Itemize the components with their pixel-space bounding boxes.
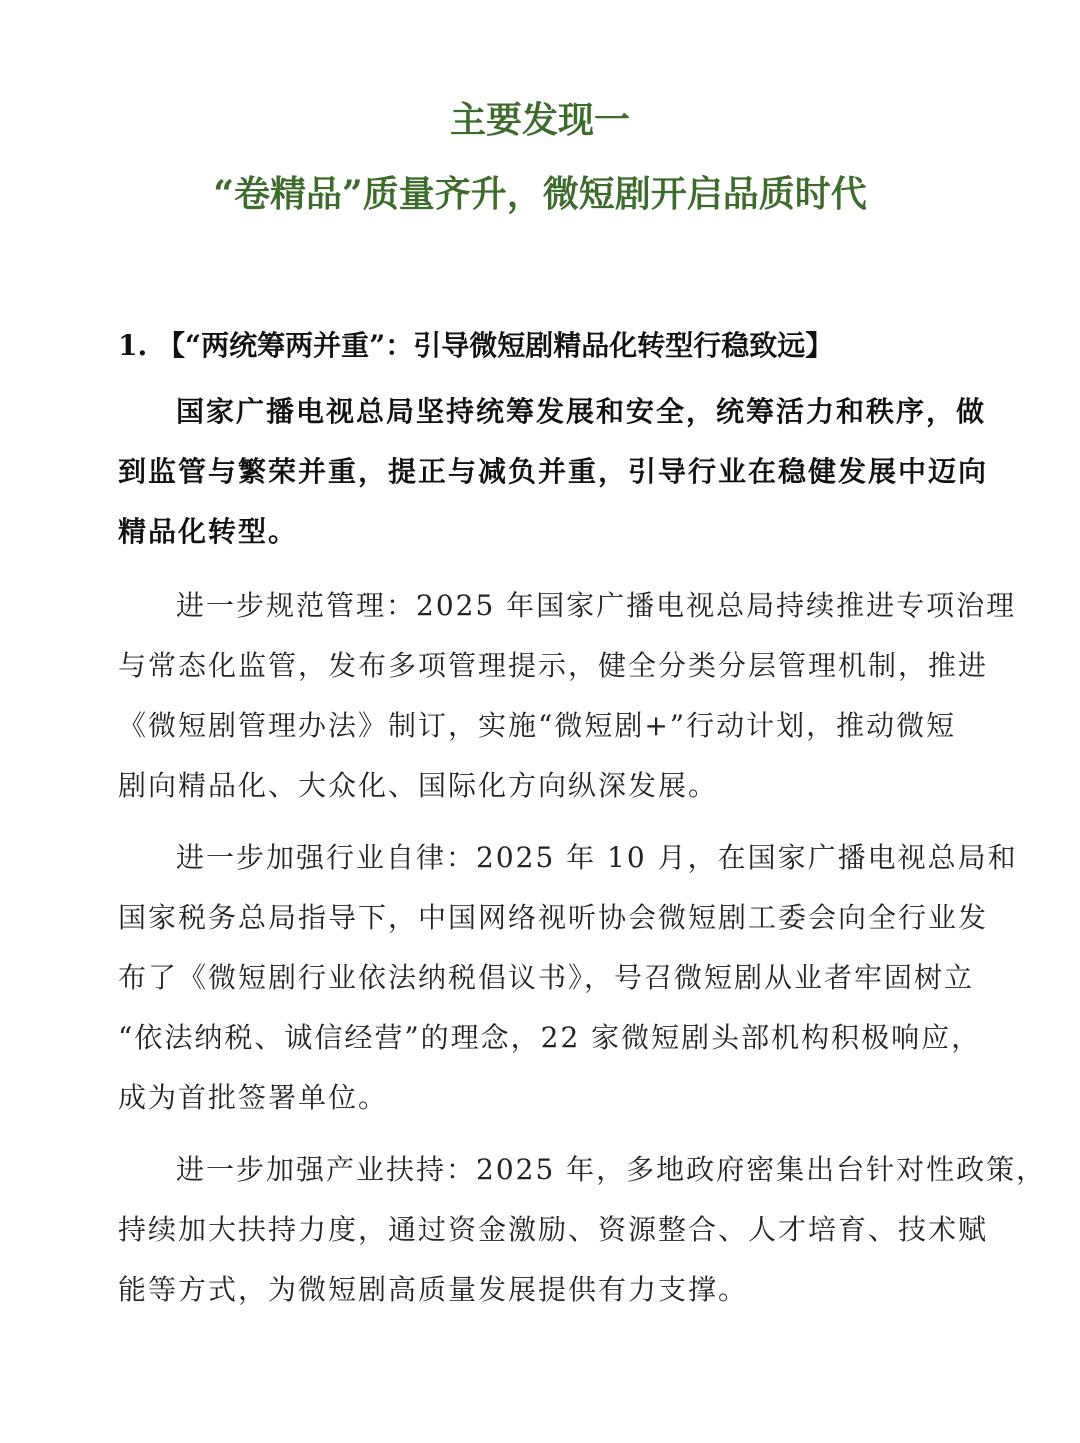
- paragraph-line: 进一步规范管理：2025 年国家广播电视总局持续推进专项治理: [176, 589, 1017, 622]
- title-line-2: “卷精品”质量齐升，微短剧开启品质时代: [213, 173, 867, 215]
- paragraph-line: 国家广播电视总局坚持统筹发展和安全，统筹活力和秩序，做: [176, 395, 987, 428]
- paragraph-line: 国家税务总局指导下，中国网络视听协会微短剧工委会向全行业发: [118, 901, 989, 934]
- paragraph-line: “依法纳税、诚信经营”的理念，22 家微短剧头部机构积极响应，: [118, 1021, 982, 1054]
- paragraph-line: 进一步加强产业扶持：2025 年，多地政府密集出台针对性政策，: [176, 1153, 1047, 1186]
- title-block: [0, 96, 1080, 218]
- paragraph-line: 《微短剧管理办法》制订，实施“微短剧+”行动计划，推动微短: [118, 709, 957, 742]
- paragraph-line: 与常态化监管，发布多项管理提示，健全分类分层管理机制，推进: [118, 649, 989, 682]
- paragraph-line: 布了《微短剧行业依法纳税倡议书》，号召微短剧从业者牢固树立: [118, 961, 975, 994]
- paragraph-line: 成为首批签署单位。: [118, 1081, 389, 1114]
- paragraph-line: 到监管与繁荣并重，提正与减负并重，引导行业在稳健发展中迈向: [118, 455, 989, 488]
- paragraph-regulation: [118, 576, 1017, 816]
- paragraph-industry-support: [118, 1140, 1047, 1320]
- title-line-1: 主要发现一: [449, 99, 630, 141]
- paragraph-line: 进一步加强行业自律：2025 年 10 月，在国家广播电视总局和: [176, 841, 1018, 874]
- paragraph-line: 能等方式，为微短剧高质量发展提供有力支撑。: [118, 1273, 749, 1306]
- paragraph-line: 剧向精品化、大众化、国际化方向纵深发展。: [118, 769, 719, 802]
- section-heading: 1. 【“两统筹两并重”：引导微短剧精品化转型行稳致远】: [118, 329, 834, 362]
- paragraph-self-discipline: [118, 828, 1018, 1128]
- intro-paragraph: [118, 382, 994, 562]
- paragraph-line: 精品化转型。: [118, 515, 299, 548]
- paragraph-line: 持续加大扶持力度，通过资金激励、资源整合、人才培育、技术赋: [118, 1213, 989, 1246]
